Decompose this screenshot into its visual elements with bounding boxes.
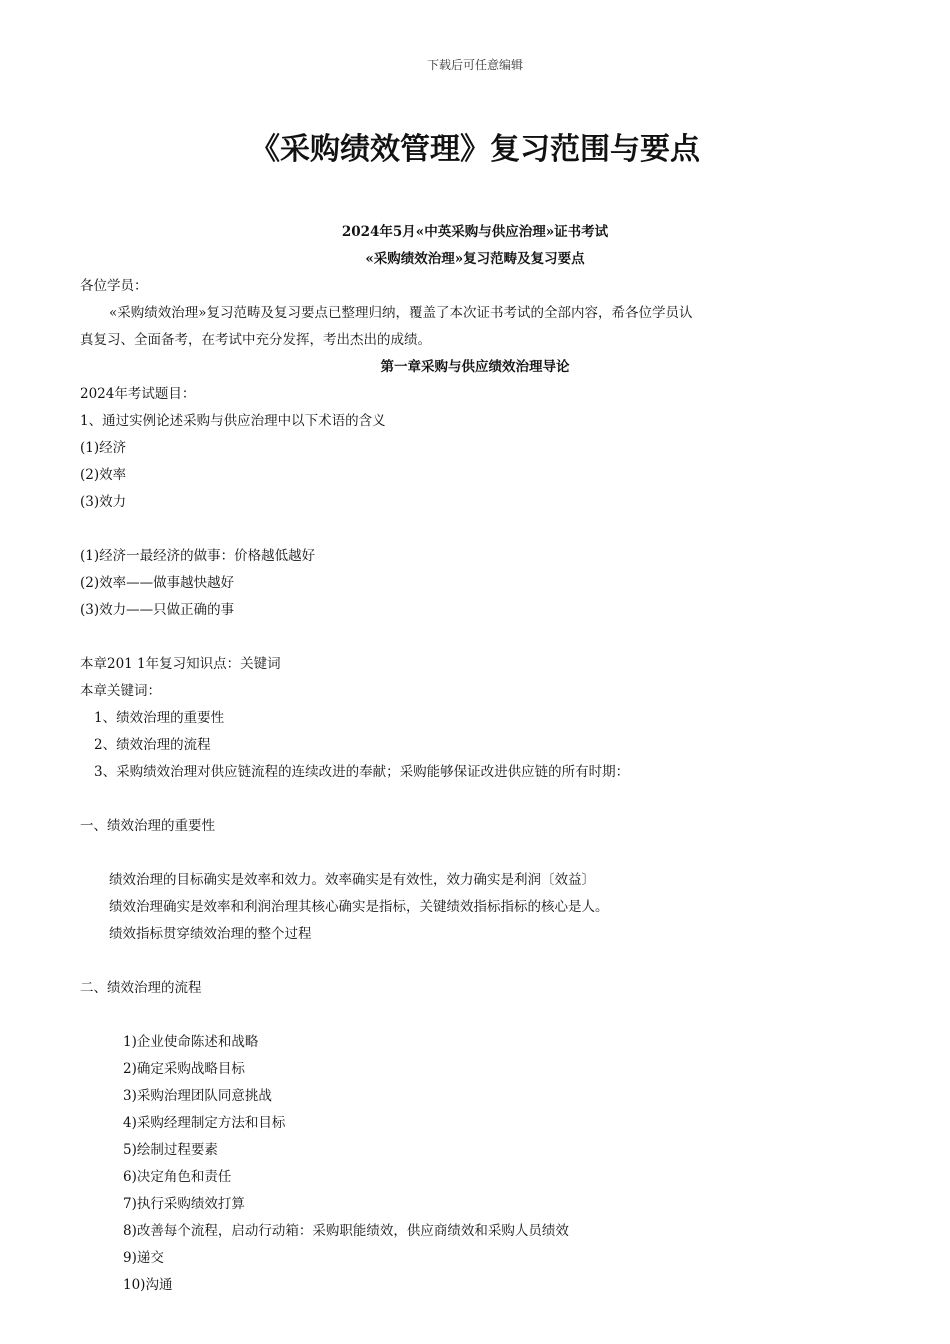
process-step: 6)决定角色和责任 <box>123 1169 232 1185</box>
process-step: 8)改善每个流程，启动行动箱：采购职能绩效，供应商绩效和采购人员绩效 <box>123 1223 569 1239</box>
section-1-paragraph: 绩效指标贯穿绩效治理的整个过程 <box>109 926 312 942</box>
subtitle-exam: 2024年5月«中英采购与供应治理»证书考试 <box>341 224 609 240</box>
intro-line-1: «采购绩效治理»复习范畴及复习要点已整理归纳，覆盖了本次证书考试的全部内容，希各位学员认 <box>109 305 693 321</box>
exam-label: 2024年考试题目： <box>80 386 196 402</box>
process-step: 4)采购经理制定方法和目标 <box>123 1115 286 1131</box>
process-step: 10)沟通 <box>123 1277 173 1293</box>
process-step: 5)绘制过程要素 <box>123 1142 218 1158</box>
keyword-item: 2、绩效治理的流程 <box>94 737 211 753</box>
process-step: 2)确定采购战略目标 <box>123 1061 245 1077</box>
answer-item: (1)经济一最经济的做事：价格越低越好 <box>80 548 316 564</box>
term-item: (2)效率 <box>80 467 127 483</box>
document-title: 《采购绩效管理》复习范围与要点 <box>250 132 700 167</box>
process-step: 1)企业使命陈述和战略 <box>123 1034 259 1050</box>
exam-question: 1、通过实例论述采购与供应治理中以下术语的含义 <box>80 413 386 429</box>
section-2-title: 二、绩效治理的流程 <box>80 980 202 996</box>
chapter-title: 第一章采购与供应绩效治理导论 <box>380 359 570 375</box>
answer-item: (2)效率——做事越快越好 <box>80 575 235 591</box>
document-body <box>80 219 880 1299</box>
term-item: (3)效力 <box>80 494 127 510</box>
process-step: 3)采购治理团队同意挑战 <box>123 1088 272 1104</box>
greeting: 各位学员： <box>80 278 148 294</box>
keyword-item: 1、绩效治理的重要性 <box>94 710 225 726</box>
answer-item: (3)效力——只做正确的事 <box>80 602 235 618</box>
intro-line-2: 真复习、全面备考，在考试中充分发挥，考出杰出的成绩。 <box>80 332 431 348</box>
term-item: (1)经济 <box>80 440 127 456</box>
review-label: 本章201 1年复习知识点：关键词 <box>80 656 281 672</box>
header-note: 下载后可任意编辑 <box>426 58 523 72</box>
section-1-paragraph: 绩效治理的目标确实是效率和效力。效率确实是有效性，效力确实是利润〔效益〕 <box>109 872 595 888</box>
process-step: 9)递交 <box>123 1250 164 1266</box>
process-step: 7)执行采购绩效打算 <box>123 1196 245 1212</box>
keywords-label: 本章关键词： <box>80 683 161 699</box>
keyword-item: 3、采购绩效治理对供应链流程的连续改进的奉献；采购能够保证改进供应链的所有时期： <box>94 764 630 780</box>
subtitle-scope: «采购绩效治理»复习范畴及复习要点 <box>365 251 585 267</box>
section-1-paragraph: 绩效治理确实是效率和利润治理其核心确实是指标，关键绩效指标指标的核心是人。 <box>109 899 609 915</box>
section-1-title: 一、绩效治理的重要性 <box>80 818 215 834</box>
